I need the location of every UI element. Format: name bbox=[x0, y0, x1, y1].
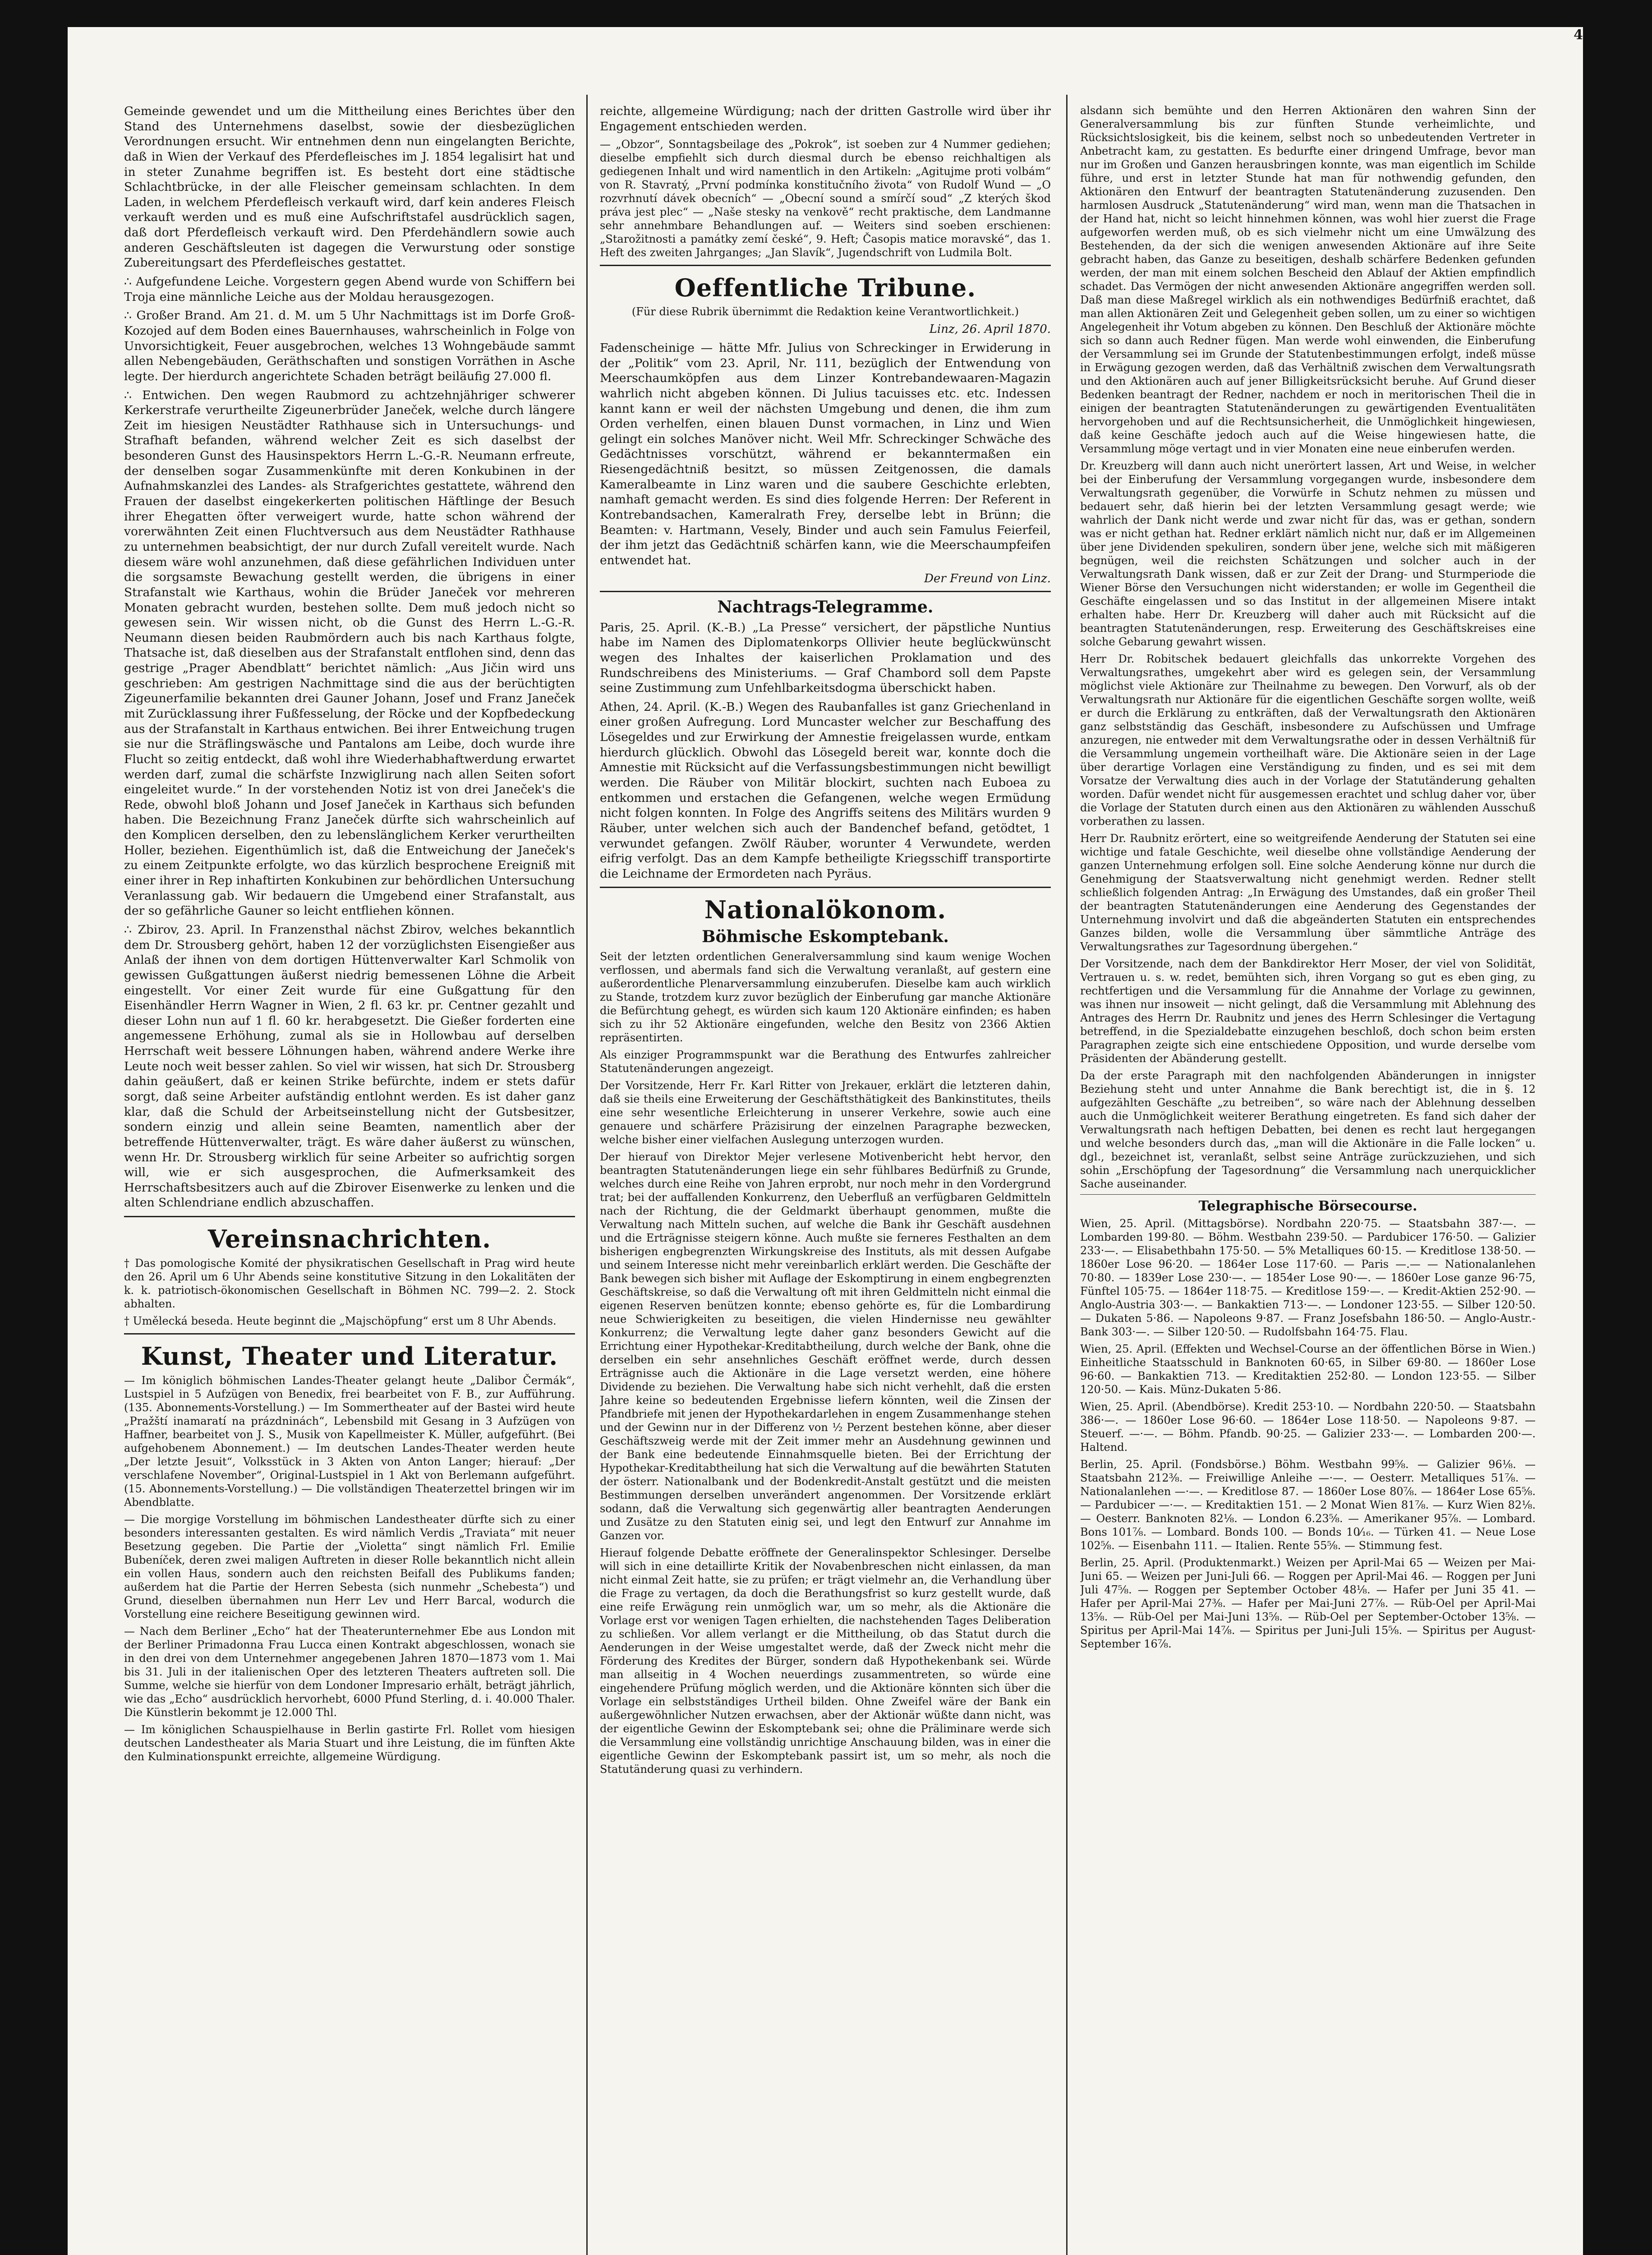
telegram-paris: Paris, 25. April. (K.-B.) „La Presse“ versichert, der päpstliche Nuntius habe im Namen des Diplomatenkorps Ollivier heute beglückwünscht wegen des Inhaltes der kaiserlichen Proklamation und des Rundschreibens des Ministeriums. — Graf Chambord soll dem Papste seine Zustimmung zum Unfehlbarkeitsdogma überschickt haben. bbox=[600, 620, 1051, 695]
dateline: Linz, 26. April 1870. bbox=[929, 322, 1051, 336]
signature: Der Freund von Linz. bbox=[924, 571, 1051, 585]
column-rule bbox=[1066, 95, 1068, 2255]
section-divider bbox=[124, 1333, 575, 1335]
article-paragraph: † Umělecká beseda. Heute beginnt die „Majschöpfung“ erst um 8 Uhr Abends. bbox=[124, 1314, 557, 1327]
article-paragraph: Herr Dr. Raubnitz erörtert, eine so weitgreifende Aenderung der Statuten sei eine wichtige und fatale Geschichte, weil dieselbe ohne vollständige Aenderung der ganzen Unternehmung erfolgen soll. Eine solche Aenderung könne nur durch die Genehmigung der Staatsverwaltung nicht genehmigt werden. Redner stellt schließlich folgenden Antrag: „In Erwägung des Umstandes, daß ein großer Theil der beantragten Statutenänderungen eine Aenderung des Gegenstandes der Unternehmung involvirt und daß die abgeänderten Statuten ein entsprechendes Ganzes bilden, wolle die Versammlung über sämmtliche Anträge des Verwaltungsrathes zur Tagesordnung übergehen.“ bbox=[1080, 832, 1536, 953]
column-2 bbox=[600, 104, 1051, 2255]
column-rule bbox=[586, 95, 588, 2255]
market-report: Wien, 25. April. (Effekten und Wechsel-Course an der öffentlichen Börse in Wien.) Einheitliche Staatsschuld in Banknoten 60·65, in Silber 69·80. — 1860er Lose 96·60. — Bankaktien 713. — Kreditaktien 252·80. — London 123·55. — Silber 120·50. — Kais. Münz-Dukaten 5·86. bbox=[1080, 1343, 1536, 1396]
article-paragraph: alsdann sich bemühte und den Herren Aktionären den wahren Sinn der Generalversammlung bis zur fünften Stunde verheimlichte, und Rücksichtslosigkeit, bis die keinem, selbst noch so unbedeutenden Vertreter in Anbetracht kam, zu gestatten. Es bedurfte einer dringend Umfrage, bevor man nur im Großen und Ganzen herausbringen konnte, was man eigentlich im Schilde führe, und erst in letzter Stunde hat man für nothwendig gefunden, den Aktionären den Entwurf der beantragten Statutenänderung zuzusenden. Den harmlosen Ausdruck „Statutenänderung“ wird man, wenn man die Thatsachen in der Hand hat, nicht so leicht hinnehmen können, was wohl hier zuerst die Frage aufgeworfen werden muß, ob es sich vielmehr nicht um eine Umwälzung des Bestehenden, da der sich die wenigen anwesenden Aktionäre auf ihre Seite gebracht haben, das Ganze zu beseitigen, deshalb schärfere Bedenken gefunden werden, der man mit einem solchen Bescheid den Ablauf der Aktien empfindlich schadet. Das Vermögen der nicht anwesenden Aktionäre angegriffen werden soll. Daß man diese Maßregel wirklich als ein nothwendiges Bedürfniß erachtet, daß man allen Aktionären Zeit und Gelegenheit geben sollen, um zu einer so wichtigen Angelegenheit ihr Votum abgeben zu können. Den Beschluß der Aktionäre möchte sich so dann auch Redner fügen. Man werde wohl einwenden, die Einberufung der Versammlung sei im Grunde der Statutenbestimmungen erfolgt, indeß müsse in Erwägung gezogen werden, daß das Verhältniß zwischen dem Verwaltungsrath und den Aktionären auch auf jener Billigkeitsrücksicht beruhe. Auf Grund dieser Bedenken beantragt der Redner, nachdem er noch in meritorischen Theil die in einigen der beantragten Statutenänderungen zu gewärtigenden Eventualitäten hervorgehoben und auf die Rechtsunsicherheit, die Unmöglichkeit hingewiesen, daß keine Geschäfte jedoch auch auf die Weise hingewiesen hatte, die Versammlung möge vertagt und in vier Monaten eine neue einberufen werden. bbox=[1080, 104, 1536, 455]
section-heading-nationaloekonom: Nationalökonom. bbox=[704, 895, 947, 925]
article-paragraph: Gemeinde gewendet und um die Mittheilung eines Berichtes über den Stand des Unternehmens daselbst, sowie der diesbezüglichen Verordnungen ersucht. Wir entnehmen denn nun eingelangten Berichte, daß in Wien der Verkauf des Pferdefleisches im J. 1854 legalisirt hat und in steter Zunahme begriffen ist. Es besteht dort eine städtische Schlachtbrücke, in der alle Fleischer gemeinsam schlachten. In dem Laden, in welchem Pferdefleisch verkauft wird, darf kein anderes Fleisch verkauft werden und es muß eine Aufschriftstafel ausdrücklich sagen, daß dort Pferdefleisch verkauft wird. Den Pferdehändlern sowie auch anderen Geschäftsleuten ist dagegen die Verwurstung oder sonstige Zubereitungsart des Pferdefleisches gestattet. bbox=[124, 104, 575, 270]
article-paragraph: Als einziger Programmspunkt war die Berathung des Entwurfes zahlreicher Statutenänderungen angezeigt. bbox=[600, 1049, 1051, 1075]
section-heading-vereinsnachrichten: Vereinsnachrichten. bbox=[207, 1224, 492, 1254]
subheading-eskomptebank: Böhmische Eskomptebank. bbox=[702, 927, 949, 947]
section-heading-boersecourse: Telegraphische Börsecourse. bbox=[1198, 1198, 1417, 1214]
section-divider bbox=[1080, 1194, 1536, 1195]
article-paragraph: — „Obzor“, Sonntagsbeilage des „Pokrok“, ist soeben zur 4 Nummer gediehen; dieselbe empfiehlt sich durch diesmal durch be ebenso reichhaltigen als gediegenen Inhalt und wird namentlich in den Artikeln: „Agitujme proti volbám“ von R. Stavratý, „První podmínka konstitučního života“ von Rudolf Wund — „O rozvrhnutí dávek obecních“ — „Obecní sound a smírčí soud“ „Z kterých škod práva jest plec“ — „Naše stesky na venkově“ recht praktische, dem Landmanne sehr annehmbare Behandlungen auf. — Weiters sind soeben erschienen: „Starožitnosti a památky zemí české“, 9. Heft; Časopis matice moravské“, das 1. Heft des zweiten Jahrganges; „Jan Slavík“, Jugendschrift von Ludmila Bolt. bbox=[600, 138, 1051, 259]
article-entwichen: ∴ Entwichen. Den wegen Raubmord zu achtzehnjähriger schwerer Kerkerstrafe verurtheilte Zigeunerbrüder Janeček, welche durch längere Zeit im hiesigen Neustädter Rathhause sich in Untersuchungs- und Strafhaft befanden, während welcher Zeit es sich daselbst der besonderen Gunst des Hausinspektors Herrn L.-G.-R. Neumann erfreute, der denselben sogar Zusammenkünfte mit deren Konkubinen in der Aufnahmskanzlei des Landes- als Strafgerichtes gestattete, während den Frauen der daselbst eingekerkerten politischen Häftlinge der Besuch ihrer Ehegatten öfter verweigert wurde, hatte schon während der vorerwähnten Zeit einen Fluchtversuch aus dem Neustädter Rathhause zu unternehmen beabsichtigt, der nur durch Zufall vereitelt wurde. Nach diesem wäre wohl anzunehmen, daß diese gefährlichen Individuen unter die sorgsamste Bewachung gestellt werden, die übrigens in einer Strafanstalt wie Karthaus, wohin die Brüder Janeček vor mehreren Monaten gebracht wurden, bestehen sollte. Dem muß jedoch nicht so gewesen sein. Wir wissen nicht, ob die Gunst des Herrn L.-G.-R. Neumann diesen beiden Raubmördern auch bis nach Karthaus folgte, Thatsache ist, daß dieselben aus der Strafanstalt entflohen sind, denn das gestrige „Prager Abendblatt“ berichtet nämlich: „Aus Jičin wird uns geschrieben: Am gestrigen Nachmittage sind die aus der berüchtigten Zigeunerfamilie bekannten drei Gauner Johann, Josef und Franz Janeček mit Zurücklassung ihrer Fußfesselung, der Röcke und der Kopfbedeckung aus der Strafanstalt in Karthaus entwichen. Bei ihrer Entweichung trugen sie nur die Sträflingswäsche und Pantalons am Leibe, doch wurde ihre Flucht so zeitig entdeckt, daß wohl ihre Wiederhabhaftwerdung erwartet werden darf, zumal die schärfste Inzwiglirung nach allen Seiten sofort eingeleitet wurde.“ In der vorstehenden Notiz ist von drei Janeček's die Rede, obwohl bloß Johann und Josef Janeček in Karthaus sich befunden haben. Die Bezeichnung Franz Janeček dürfte sich wahrscheinlich auf den Komplicen derselben, den zu lebenslänglichem Kerker verurtheilten Holler, beziehen. Eigenthümlich ist, daß die Entweichung der Janeček's zu einem Zeitpunkte erfolgte, wo das kürzlich besprochene Ereigniß mit einer ihrer in Rep inhaftirten Konkubinen zur behördlichen Untersuchung Veranlassung gab. Wir bedauern die Umgebend einer Strafanstalt, aus der so gefährliche Gauner so leicht entfliehen können. bbox=[124, 388, 575, 918]
article-paragraph: Der Vorsitzende, nach dem der Bankdirektor Herr Moser, der viel von Solidität, Vertrauen u. s. w. redet, bemühten sich, ihren Vorgang so gut es eben ging, zu rechtfertigen und die Versammlung für die Annahme der Vorlage zu gewinnen, was ihnen nur insoweit — nicht gelingt, daß die Versammlung mit Ablehnung des Antrages des Herrn Dr. Raubnitz und jenes des Herrn Schlesinger die Vertagung betreffend, in die Spezialdebatte einzugehen beschloß, doch schon beim ersten Paragraphen zeigte sich eine entschiedene Opposition, und wurde derselbe vom Präsidenten der Abänderung gestellt. bbox=[1080, 957, 1536, 1065]
section-heading-kunst: Kunst, Theater und Literatur. bbox=[141, 1341, 558, 1371]
article-paragraph: Hierauf folgende Debatte eröffnete der Generalinspektor Schlesinger. Derselbe will sich in eine detaillirte Kritik der Novabenbreschen nicht einlassen, da man nicht einmal Zeit hatte, sie zu prüfen; er trägt vielmehr an, die Verhandlung über die Frage zu vertagen, da doch die Berathungsfrist so kurz gestellt wurde, daß eine reife Erwägung rein unmöglich war, um so mehr, als die Aktionäre die Vorlage erst vor wenigen Tagen erhielten, die nachstehenden Tages Deliberation zu schließen. Vor allem verlangt er die Mittheilung, ob das Statut durch die Aenderungen in der Weise umgestaltet werde, daß der Zweck nicht mehr die Förderung des Kredites der Bürger, sondern daß Hypothekenbank sei. Würde man allseitig in 4 Wochen neuerdings zusammentreten, so würde eine eingehendere Prüfung möglich werden, und die Aktionäre könnten sich über die Vorlage ein selbstständiges Urtheil bilden. Ohne Zweifel wäre der Bank ein außergewöhnlicher Nutzen erwachsen, aber der Aktionär wüßte dann nicht, was der eigentliche Gewinn der Eskomptebank sei; ohne die Präliminare werde sich die Versammlung eine vollständig unrichtige Anschauung bilden, was in einer die eigentliche Gewinn der Eskomptebank passirt ist, um so mehr, als noch die Statutänderung quasi zu verhindern. bbox=[600, 1546, 1051, 1776]
section-heading-tribune: Oeffentliche Tribune. bbox=[674, 273, 976, 303]
section-divider bbox=[124, 1216, 575, 1217]
article-paragraph: Der Vorsitzende, Herr Fr. Karl Ritter von Jrekauer, erklärt die letzteren dahin, daß sie theils eine Erweiterung der Geschäftsthätigkeit des Bankinstitutes, theils eine sehr wesentliche Erleichterung in unserer Verkehre, sowie auch eine genauere und schärfere Präzisirung der einzelnen Paragraphe bezwecken, welche bisher einer vielfachen Auslegung unterzogen wurden. bbox=[600, 1079, 1051, 1146]
article-paragraph: reichte, allgemeine Würdigung; nach der dritten Gastrolle wird über ihr Engagement entschieden werden. bbox=[600, 104, 1051, 133]
page-number: 4 bbox=[1574, 27, 1583, 43]
article-paragraph: — Die morgige Vorstellung im böhmischen Landestheater dürfte sich zu einer besonders interessanten gestalten. Es wird nämlich Verdis „Traviata“ mit neuer Besetzung gegeben. Die Partie der „Violetta“ singt nämlich Frl. Emilie Bubeníček, deren zwei maligen Auftreten in dieser Rolle bekanntlich nicht allein ein vollen Haus, sondern auch den reichsten Beifall des Publikums fanden; außerdem hat die Partie der Herren Sebesta (sich nunmehr „Schebesta“) und Grund, dieselben übernahmen nun Herr Lev und Herr Barcal, wodurch die Vorstellung eine reichere Beseitigung gewinnen wird. bbox=[124, 1513, 575, 1620]
article-paragraph: Seit der letzten ordentlichen Generalversammlung sind kaum wenige Wochen verflossen, und abermals fand sich die Verwaltung veranlaßt, auf gestern eine außerordentliche Plenarversammlung einzuberufen. Dieselbe kam auch wirklich zu Stande, trotzdem kurz zuvor bezüglich der Einberufung gar manche Aktionäre die Befürchtung gehegt, es würden sich kaum 120 Aktionäre einfinden; es haben sich zu ihr 52 Aktionäre eingefunden, welche den Besitz von 2366 Aktien repräsentirten. bbox=[600, 950, 1051, 1045]
market-report: Wien, 25. April. (Mittagsbörse). Nordbahn 220·75. — Staatsbahn 387·—. — Lombarden 199·80. — Böhm. Westbahn 239·50. — Pardubicer 176·50. — Galizier 233·—. — Elisabethbahn 175·50. — 5% Metalliques 60·15. — Kreditlose 138·50. — 1860er Lose 96·20. — 1864er Lose 117·60. — Paris —.— — Nationalanlehen 70·80. — 1839er Lose 230·—. — 1854er Lose 90·—. — 1860er Lose ganze 96·75, Fünftel 105·75. — 1864er 118·75. — Kreditlose 159·—. — Kredit-Aktien 252·90. — Anglo-Austria 303·—. — Bankaktien 713·—. — Londoner 123·55. — Silber 120·50. — Dukaten 5·86. — Napoleons 9·87. — Franz Josefsbahn 186·50. — Anglo-Austr.-Bank 303·—. — Silber 120·50. — Rudolfsbahn 164·75. Flau. bbox=[1080, 1217, 1536, 1338]
article-paragraph: Fadenscheinige — hätte Mfr. Julius von Schreckinger in Erwiderung in der „Politik“ vom 23. April, Nr. 111, bezüglich der Entwendung von Meerschaumköpfen aus dem Linzer Kontrebandewaaren-Magazin wahrlich nicht abgeben können. Di Julius tacuisses etc. etc. Indessen kannt kann er weil der nächsten Umgebung und denen, die ihm zum Orden verhelfen, einen blauen Dunst vormachen, in Linz und Wien gelingt ein solches Manöver nicht. Weil Mfr. Schreckinger Schwäche des Gedächtnisses vorschützt, während er bekanntermaßen ein Riesengedächtniß besitzt, so müssen Zeitgenossen, die damals Kameralbeamte in Linz waren und die saubere Geschichte erlebten, namhaft gemacht werden. Es sind dies folgende Herren: Der Referent in Kontrebandsachen, Kameralrath Frey, derselbe lebt in Brünn; die Beamten: v. Hartmann, Vesely, Binder und auch sein Famulus Feierfeil, der ihm jetzt das Gedächtniß schärfen kann, wie die Meerschaumpfeifen entwendet hat. bbox=[600, 341, 1051, 567]
article-paragraph: Dr. Kreuzberg will dann auch nicht unerörtert lassen, Art und Weise, in welcher bei der Einberufung der Versammlung vorgegangen wurde, insbesondere dem Verwaltungsrath gegenüber, die Vorwürfe in Schutz nehmen zu müssen und bedauert sehr, daß hierin bei der letzten Versammlung gesagt werde; wie wahrlich der Dank nicht werde und zwar nicht für das, was er gethan, sondern was er nicht gethan hat. Redner erklärt nämlich nicht nur, daß er im Allgemeinen über jene Dividenden spekuliren, sondern über jene, welche sich mit mäßigeren begnügen, weil die reichsten Schätzungen und solcher auch in der Verwaltungsrath Dank wissen, daß er zur Zeit der Drang- und Sturmperiode die Wiener Börse den Versuchungen nicht widerstanden; er wolle im Gegentheil die Geschäfte eingelassen und so das Institut in der allgemeinen Misere intakt erhalten habe. Herr Dr. Kreuzberg will daher auch mit Rücksicht auf die beantragten Statutenänderungen, resp. Erweiterung des Geschäftskreises eine solche Gebarung gewahrt wissen. bbox=[1080, 460, 1536, 648]
telegram-athen: Athen, 24. April. (K.-B.) Wegen des Raubanfalles ist ganz Griechenland in einer großen Aufregung. Lord Muncaster welcher zur Beschaffung des Lösegeldes und zur Erwirkung der Amnestie freigelassen wurde, entkam hierdurch glücklich. Obwohl das Lösegeld bereit war, konnte doch die Amnestie mit Rücksicht auf die Verfassungsbestimmungen nicht bewilligt werden. Die Räuber von Militär blockirt, suchten nach Euboea zu entkommen und erstachen die Gefangenen, welche wegen Ermüdung nicht folgen konnten. In Folge des Angriffs seitens des Militärs wurden 9 Räuber, unter welchen sich auch der Bandenchef befand, getödtet, 1 verwundet gefangen. Zwölf Räuber, worunter 4 Verwundete, werden eifrig verfolgt. Das an dem Kampfe betheiligte Kriegsschiff transportirte die Leichname der Ermordeten nach Pyräus. bbox=[600, 700, 1051, 881]
section-divider bbox=[600, 887, 1051, 888]
article-paragraph: † Das pomologische Komité der physikratischen Gesellschaft in Prag wird heute den 26. April um 6 Uhr Abends seine konstitutive Sitzung in den Lokalitäten der k. k. patriotisch-ökonomischen Gesellschaft in Böhmen NC. 799—2. 2. Stock abhalten. bbox=[124, 1256, 575, 1310]
article-paragraph: Herr Dr. Robitschek bedauert gleichfalls das unkorrekte Vorgehen des Verwaltungsrathes, umgekehrt aber wird es gelegen sein, der Versammlung möglichst viele Aktionäre zur Theilnahme zu bewegen. Den Vorwurf, als ob der Verwaltungsrath nur Aktionäre für die eigentlichen Geschäfte sorgen wollte, weiß er durch die Erklärung zu entkräften, daß der Verwaltungsrath den Aktionären ganz selbstständig das Geschäft, insbesondere zu Aufschüssen und Umfrage anzuregen, nie entweder mit dem Verwaltungsrathe oder in dessen Verhältniß für die Versammlung ungemein vortheilhaft wäre. Die Aktionäre seien in der Lage über derartige Vorlagen eine Verständigung zu finden, und es sei mit dem Vorsatze der Verwaltung dies auch in der Vorlage der Statutänderung gehalten worden. Dafür wendet nicht für ausgemessen erachtet und schlug daher vor, über die Vorlage der Statuten durch einen aus den Aktionären zu wählenden Ausschuß vorberathen zu lassen. bbox=[1080, 653, 1536, 828]
market-report: Berlin, 25. April. (Fondsbörse.) Böhm. Westbahn 99⅝. — Galizier 96⅛. — Staatsbahn 212⅜. — Freiwillige Anleihe —·—. — Oesterr. Metalliques 51⅞. — Nationalanlehen —·—. — Kreditlose 87. — 1860er Lose 80⅞. — 1864er Lose 65⅝. — Pardubicer —·—. — Kreditaktien 151. — 2 Monat Wien 81⅞. — Kurz Wien 82⅛. — Oesterr. Banknoten 82⅛. — London 6.23⅝. — Amerikaner 95⅞. — Lombard. Bons 101⅞. — Lombard. Bonds 100. — Bonds 10⁄₁₆. — Türken 41. — Neue Lose 102⅝. — Eisenbahn 111. — Italien. Rente 55⅝. — Stimmung fest. bbox=[1080, 1458, 1536, 1552]
section-divider bbox=[600, 591, 1051, 592]
section-heading-nachtrags-telegramme: Nachtrags-Telegramme. bbox=[717, 597, 934, 617]
column-1 bbox=[124, 104, 575, 2255]
market-report: Berlin, 25. April. (Produktenmarkt.) Weizen per April-Mai 65 — Weizen per Mai-Juni 65. — Weizen per Juni-Juli 66. — Roggen per April-Mai 46. — Roggen per Juni Juli 47⅝. — Roggen per September October 48⅛. — Hafer per Juni 35 41. — Hafer per April-Mai 27⅜. — Hafer per Mai-Juni 27⅞. — Rüb-Oel per April-Mai 13⅝. — Rüb-Oel per Mai-Juni 13⅝. — Rüb-Oel per September-October 13⅝. — Spiritus per April-Mai 14⅞. — Spiritus per Juni-Juli 15⅝. — Spiritus per August-September 16⅞. bbox=[1080, 1556, 1536, 1650]
article-zbirov: ∴ Zbirov, 23. April. In Franzensthal nächst Zbirov, welches bekanntlich dem Dr. Strousberg gehört, haben 12 der vorzüglichsten Eisengießer aus Anlaß der ihnen von dem dortigen Hüttenverwalter Karl Schmolik von gewissen Gußgattungen äußerst niedrig bemessenen Löhne die Arbeit eingestellt. Vor einer Zeit wurde für eine Gußgattung für den Eisenhändler Herrn Wagner in Wien, 2 fl. 63 kr. pr. Centner gezahlt und dieser Lohn nun auf 1 fl. 60 kr. herabgesetzt. Die Gießer forderten eine angemessene Erhöhung, zumal als sie in Hollowbau auf derselben Herrschaft weit bessere Löhnungen haben, während andere Werke ihre Leute noch weit besser zahlen. So viel wir wissen, hat sich Dr. Strousberg dahin geäußert, daß er keinen Strike befürchte, indem er stets dafür sorgt, daß seine Arbeiter aufständig entlohnt werden. Es ist daher ganz klar, daß die Schuld der Arbeitseinstellung nicht der Gutsbesitzer, sondern einzig und allein seine Beamten, namentlich aber der betreffende Hüttenverwalter, trägt. Es wäre daher äußerst zu wünschen, wenn Hr. Dr. Strousberg wirklich für seine Arbeiter so aufrichtig sorgen will, wie er sich ausgesprochen, die Aufmerksamkeit des Herrschaftsbesitzers auch auf die Zbirover Eisenwerke zu lenken und die alten Schlendriane endlich abzuschaffen. bbox=[124, 922, 575, 1210]
article-paragraph: — Nach dem Berliner „Echo“ hat der Theaterunternehmer Ebe aus London mit der Berliner Primadonna Frau Lucca einen Kontrakt abgeschlossen, wonach sie in den drei von dem Unternehmer angegebenen Jahren 1870—1873 vom 1. Mai bis 31. Juli in der italienischen Oper des letzteren Theaters auftreten soll. Die Summe, welche sie hierfür von dem Londoner Impresario erhält, beträgt jährlich, wie das „Echo“ ausdrücklich hervorhebt, 6000 Pfund Sterling, d. i. 40.000 Thaler. Die Künstlerin bekommt je 12.000 Thl. bbox=[124, 1625, 575, 1719]
article-leiche: ∴ Aufgefundene Leiche. Vorgestern gegen Abend wurde von Schiffern bei Troja eine männliche Leiche aus der Moldau herausgezogen. bbox=[124, 275, 575, 304]
article-paragraph: — Im königlich böhmischen Landes-Theater gelangt heute „Dalibor Čermák“, Lustspiel in 5 Aufzügen von Benedix, frei bearbeitet von F. B., zur Aufführung. (135. Abonnements-Vorstellung.) — Im Sommertheater auf der Bastei wird heute „Pražští inamaratí na prázdninách“, Lebensbild mit Gesang in 3 Aufzügen von Haffner, bearbeitet von J. S., Musik von Kapellmeister K. Müller, aufgeführt. (Bei aufgehobenem Abonnement.) — Im deutschen Landes-Theater werden heute „Der letzte Jesuit“, Volksstück in 3 Akten von Anton Langer; hierauf: „Der verschlafene November“, Original-Lustspiel in 1 Akt von Berlemann aufgeführt. (15. Abonnements-Vorstellung.) — Die vollständigen Theaterzettel bringen wir im Abendblatte. bbox=[124, 1374, 575, 1509]
column-3 bbox=[1080, 104, 1536, 2255]
article-paragraph: Da der erste Paragraph mit den nachfolgenden Abänderungen in innigster Beziehung steht und unter Annahme die Bank berechtigt ist, die in §. 12 aufgezählten Geschäfte „zu betreiben“, so wäre nach der Ablehnung desselben auch die Unmöglichkeit weiterer Berathung eingetreten. Es fand sich daher der Verwaltungsrath nach heftigen Debatten, bei denen es recht laut hergegangen und welche besonders durch das, „man will die Aktionäre in die Falle locken“ u. dgl., bezeichnet ist, veranlaßt, selbst seine Anträge zurückzuziehen, und sich sohin „Erschöpfung der Tagesordnung“ die Versammlung nach unerquicklicher Sache auseinander. bbox=[1080, 1069, 1536, 1190]
editorial-note: (Für diese Rubrik übernimmt die Redaktion keine Verantwortlichkeit.) bbox=[631, 305, 1019, 318]
market-report: Wien, 25. April. (Abendbörse). Kredit 253·10. — Nordbahn 220·50. — Staatsbahn 386·—. — 1860er Lose 96·60. — 1864er Lose 118·50. — Napoleons 9·87. — Steuerf. —·—. — Böhm. Pfandb. 90·25. — Galizier 233·—. — Lombarden 200·—. Haltend. bbox=[1080, 1400, 1536, 1454]
article-paragraph: — Im königlichen Schauspielhause in Berlin gastirte Frl. Rollet vom hiesigen deutschen Landestheater als Maria Stuart und ihre Leistung, die im fünften Akte den Kulminationspunkt erreichte, allgemeine Würdigung. bbox=[124, 1723, 575, 1763]
article-brand: ∴ Großer Brand. Am 21. d. M. um 5 Uhr Nachmittags ist im Dorfe Groß-Kozojed auf dem Boden eines Bauernhauses, wahrscheinlich in Folge von Unvorsichtigkeit, Feuer ausgebrochen, welches 13 Wohngebäude sammt allen Nebengebäuden, Geräthschaften und sonstigen Vorräthen in Asche legte. Der hierdurch angerichtete Schaden beträgt beiläufig 27.000 fl. bbox=[124, 308, 575, 383]
section-divider bbox=[600, 265, 1051, 266]
newspaper-page bbox=[68, 27, 1583, 2255]
article-paragraph: Der hierauf von Direktor Mejer verlesene Motivenbericht hebt hervor, den beantragten Statutenänderungen liege ein sehr fühlbares Bedürfniß zu Grunde, welches durch eine Reihe von Jahren erprobt, nur noch mehr in den Vordergrund trat; bei der auffallenden Konkurrenz, den Ueberfluß an verfügbaren Geldmitteln nach der Richtung, die der Geldmarkt überhaupt genommen, mußte die Verwaltung nach Mitteln suchen, auf welche die Bank ihr Geschäft ausdehnen und die Erträgnisse steigern könne. Auch mußte sie ferneres Festhalten an dem bisherigen engbegrenzten Wirkungskreise des Instituts, als mit dessen Aufgabe und seinem Interesse nicht mehr vereinbarlich erklärt werden. Die Geschäfte der Bank bewegen sich bisher mit Auflage der Eskomptirung in einem engbegrenzten Geschäftskreise, so daß die Verwaltung oft mit ihren Geldmitteln nicht einmal die eigenen Reserven benützen konnte; ebenso gehörte es, für die Lombardirung neue Schwierigkeiten zu beseitigen, die vielen Hindernisse neu gewählter Konkurrenz; die Verwaltung legte daher ganz besonders Gewicht auf die Errichtung einer Hypothekar-Kreditabtheilung, durch welche der Bank, ohne die derselben ein sehr ansehnliches Geschäft eröffnet werde, durch dessen Erträgnisse auch die Aktionäre in die Lage versetzt werden, eine höhere Dividende zu beziehen. Die Verwaltung habe sich nicht verhehlt, daß die ersten Jahre keine so bedeutenden Ergebnisse liefern könnten, weil die Zinsen der Pfandbriefe mit jenen der Hypothekardarlehen in engem Zusammenhange stehen und der Gewinn nur in der Differenz von ½ Perzent bestehen könne, aber dieser Geschäftszweig werde mit der Zeit immer mehr an Ausdehnung gewinnen und der Bank eine bedeutende Einnahmsquelle bieten. Bei der Errichtung der Hypothekar-Kreditabtheilung hat sich die Verwaltung auf die bewährten Statuten der österr. Nationalbank und der Bodenkredit-Anstalt gestützt und die meisten Bestimmungen derselben unverändert angenommen. Der Vorsitzende erklärt sodann, daß die Verwaltung sich gegenwärtig aller beantragten Aenderungen und Zusätze zu den Statuten einig sei, und legt den Entwurf zur Annahme im Ganzen vor. bbox=[600, 1151, 1051, 1542]
